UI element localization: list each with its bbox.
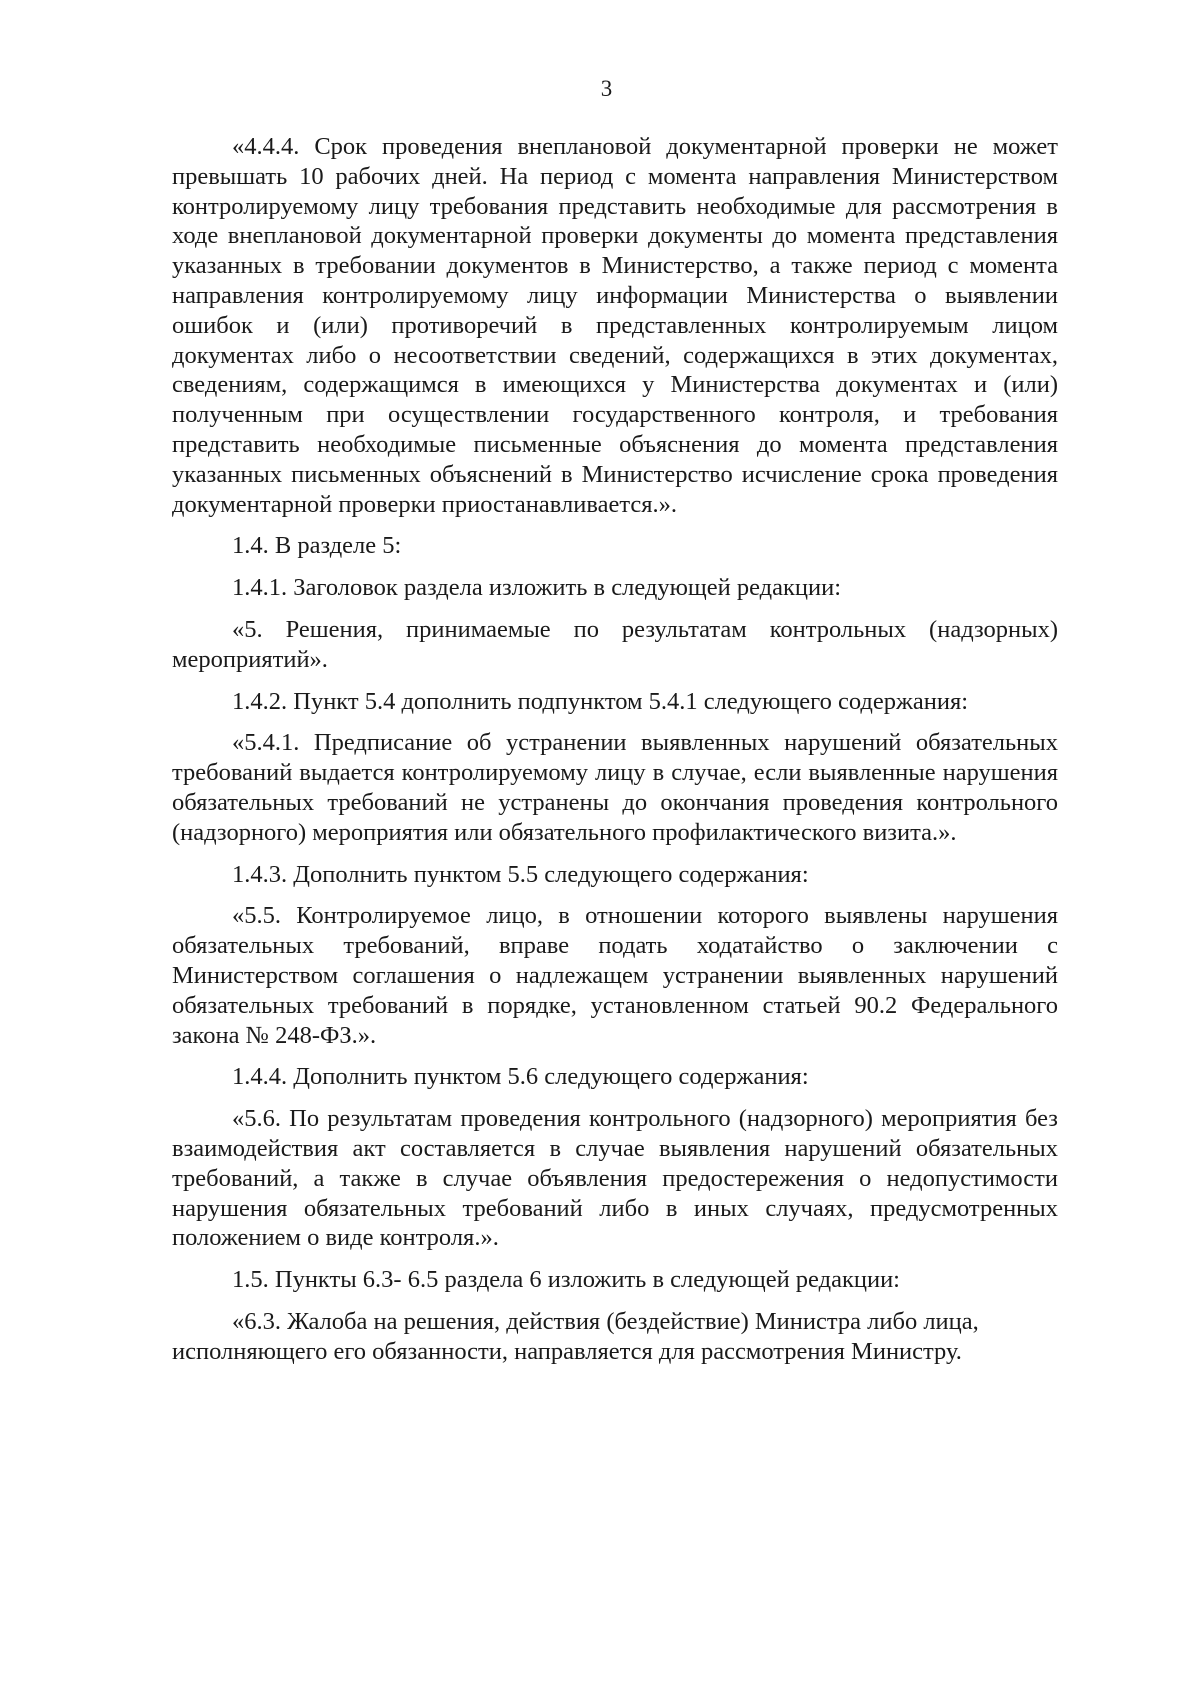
paragraph-5-5: «5.5. Контролируемое лицо, в отношении которого выявлены нарушения обязательных требований, вправе подать ходатайство о заключении с Министерством соглашения о надлежащем устранении выявленных нарушений обязательных требований в порядке, установленном статьей 90.2 Федерального закона № 248-ФЗ.».	[172, 902, 1058, 1049]
paragraph-5-4-1: «5.4.1. Предписание об устранении выявленных нарушений обязательных требований выдается контролируемому лицу в случае, если выявленные нарушения обязательных требований не устранены до окончания проведения контрольного (надзорного) мероприятия или обязательного профилактического визита.».	[172, 729, 1058, 846]
document-body	[172, 132, 1058, 1366]
paragraph-1-4-1: 1.4.1. Заголовок раздела изложить в следующей редакции:	[232, 574, 842, 602]
page-number: 3	[600, 76, 613, 101]
paragraph-section-5-title: «5. Решения, принимаемые по результатам контрольных (надзорных) мероприятий».	[172, 615, 1058, 673]
paragraph-5-6: «5.6. По результатам проведения контрольного (надзорного) мероприятия без взаимодействия акт составляется в случае выявления нарушений обязательных требований, а также в случае объявления предостережения о недопустимости нарушения обязательных требований либо в иных случаях, предусмотренных положением о виде контроля.».	[172, 1105, 1058, 1252]
paragraph-1-5: 1.5. Пункты 6.3- 6.5 раздела 6 изложить в следующей редакции:	[232, 1266, 900, 1294]
paragraph-4-4-4: «4.4.4. Срок проведения внеплановой документарной проверки не может превышать 10 рабочих дней. На период с момента направления Министерством контролируемому лицу требования представить необходимые для рассмотрения в ходе внеплановой документарной проверки документы до момента представления указанных в требовании документов в Министерство, а также период с момента направления контролируемому лицу информации Министерства о выявлении ошибок и (или) противоречий в представленных контролируемым лицом документах либо о несоответствии сведений, содержащихся в этих документах, сведениям, содержащимся в имеющихся у Министерства документах и (или) полученным при осуществлении государственного контроля, и требования представить необходимые письменные объяснения до момента представления указанных письменных объяснений в Министерство исчисление срока проведения документарной проверки приостанавливается.».	[172, 133, 1058, 518]
paragraph-1-4-4: 1.4.4. Дополнить пунктом 5.6 следующего содержания:	[232, 1063, 809, 1091]
paragraph-6-3: «6.3. Жалоба на решения, действия (бездействие) Министра либо лица, исполняющего его обязанности, направляется для рассмотрения Министру.	[172, 1307, 979, 1365]
paragraph-1-4: 1.4. В разделе 5:	[232, 532, 402, 560]
paragraph-1-4-2: 1.4.2. Пункт 5.4 дополнить подпунктом 5.4.1 следующего содержания:	[232, 687, 969, 715]
paragraph-1-4-3: 1.4.3. Дополнить пунктом 5.5 следующего содержания:	[232, 860, 809, 888]
